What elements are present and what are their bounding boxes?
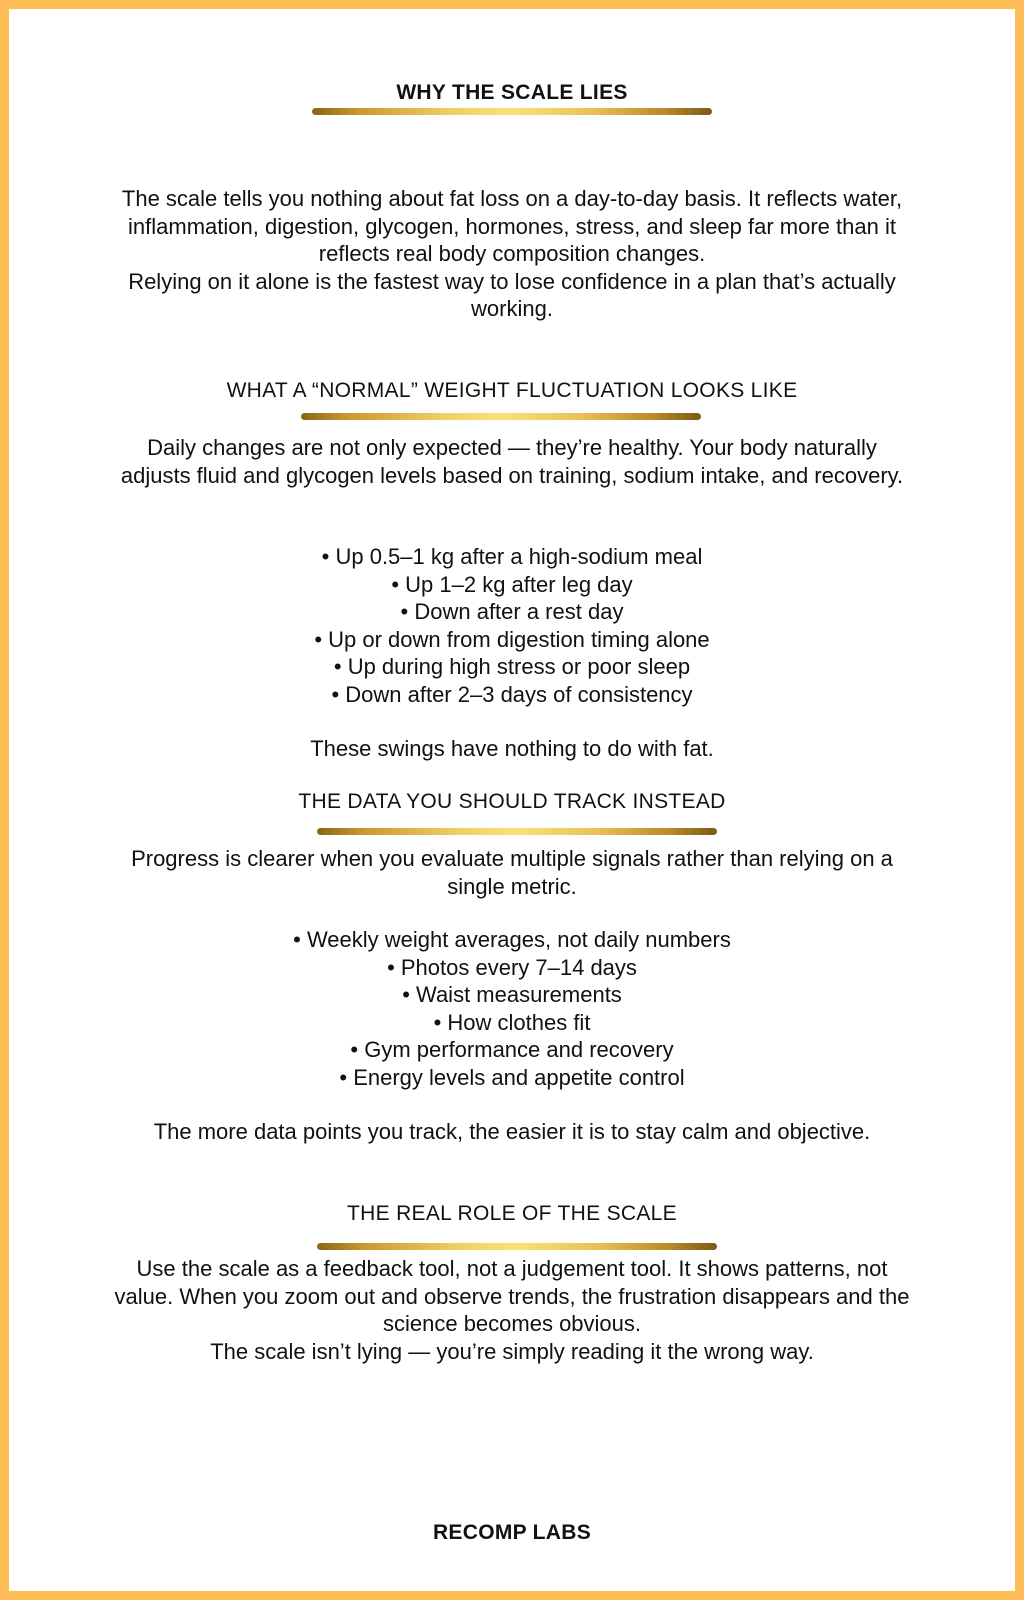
footer-brand: RECOMP LABS [432,1521,592,1544]
list-item: • Energy levels and appetite control [339,1064,685,1090]
list-item: • Down after a rest day [400,599,624,625]
list-item: • Up or down from digestion timing alone [314,626,710,652]
section-closing: The more data points you track, the easier it is to stay calm and objective. [153,1119,871,1144]
section-paragraph: Progress is clearer when you evaluate multiple signals rather than relying on a single metric. [131,846,893,899]
paragraph-text: Use the scale as a feedback tool, not a judgement tool. It shows patterns, not value. When you zoom out and observe trends, the frustration disappears and the science becomes obvious. [114,1256,910,1337]
list-item: • Up during high stress or poor sleep [333,654,691,680]
gold-divider [301,413,701,420]
list-item: • Down after 2–3 days of consistency [331,681,693,707]
gold-divider [317,1243,717,1250]
intro-paragraph: Relying on it alone is the fastest way to lose confidence in a plan that’s actually working. [128,268,896,322]
list-item: • Weekly weight averages, not daily numbers [293,927,731,952]
section-closing: These swings have nothing to do with fat. [310,736,714,761]
intro-paragraph: The scale tells you nothing about fat loss on a day-to-day basis. It reflects water, inflammation, digestion, glycogen, hormones, stress, and sleep far more than it reflects real body composition changes. [121,186,903,267]
section-paragraph: Daily changes are not only expected — they’re healthy. Your body naturally adjusts fluid and glycogen levels based on training, sodium intake, and recovery. [120,435,904,488]
list-item: • Gym performance and recovery [350,1037,674,1063]
section-heading: WHAT A “NORMAL” WEIGHT FLUCTUATION LOOKS LIKE [226,379,798,402]
section-heading: THE DATA YOU SHOULD TRACK INSTEAD [298,790,726,813]
list-item: • Waist measurements [402,982,622,1008]
list-item: • Photos every 7–14 days [387,954,637,980]
section-paragraph [112,1255,912,1365]
list-item: • How clothes fit [433,1009,591,1035]
list-item: • Up 1–2 kg after leg day [391,571,633,597]
page-title: WHY THE SCALE LIES [396,81,628,104]
section-heading: THE REAL ROLE OF THE SCALE [347,1202,677,1225]
paragraph-text: The scale isn’t lying — you’re simply reading it the wrong way. [210,1338,814,1364]
gold-divider [317,828,717,835]
list-item: • Up 0.5–1 kg after a high-sodium meal [321,544,703,569]
intro-text [112,185,912,323]
gold-divider [312,108,712,115]
bullet-list [112,543,912,709]
bullet-list [112,926,912,1092]
